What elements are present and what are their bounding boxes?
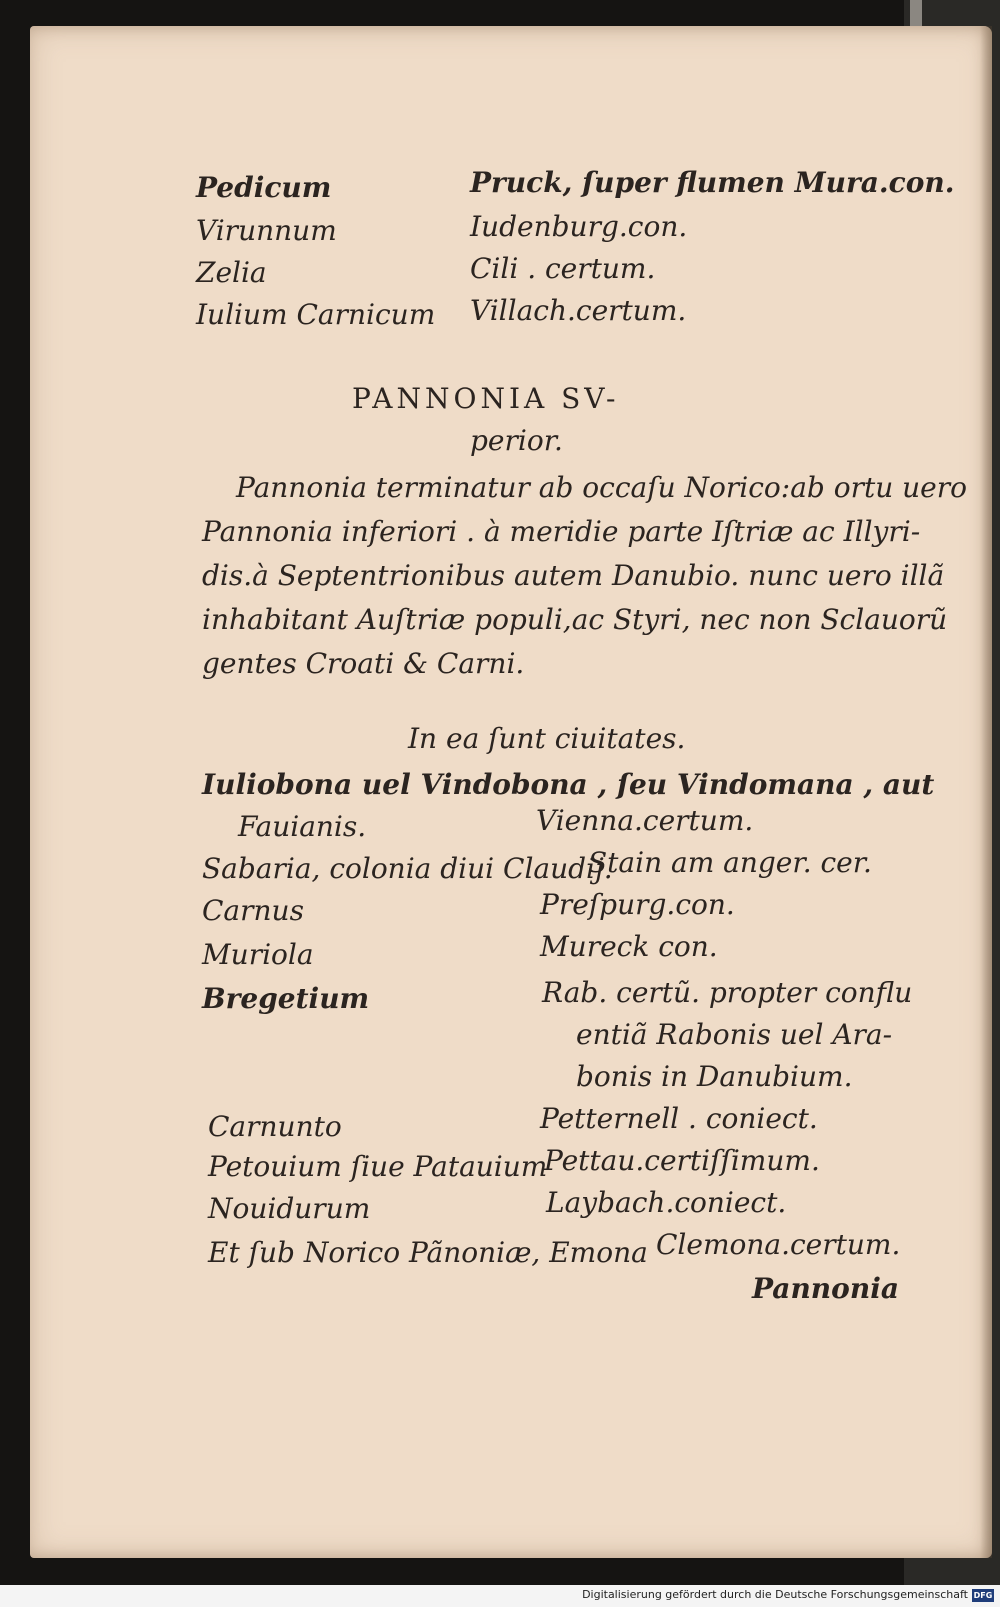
city-bregetium-modern-cont: entiã Rabonis uel Ara- (576, 1018, 893, 1051)
city-emona-modern: Clemona.certum. (656, 1228, 901, 1261)
city-juliobona-cont: Fauianis. (238, 810, 367, 843)
city-petouium: Petouium ſiue Patauium (208, 1150, 548, 1183)
page-shadow (980, 26, 992, 1558)
city-juliobona: Iuliobona uel Vindobona , ſeu Vindomana , aut (202, 768, 935, 801)
place-name-iulium: Iulium Carnicum (196, 298, 436, 331)
description-paragraph (202, 466, 967, 686)
place-modern-iulium: Villach.certum. (470, 294, 687, 327)
catchword: Pannonia (752, 1272, 899, 1305)
city-carnunto: Carnunto (208, 1110, 342, 1143)
paragraph-line: Pannonia terminatur ab occaſu Norico:ab ortu uero (236, 471, 967, 504)
dfg-logo: DFG (973, 1591, 993, 1600)
cities-subheading: In ea ſunt ciuitates. (408, 722, 686, 755)
place-name-pedicum: Pedicum (196, 171, 332, 204)
city-muriola: Muriola (202, 938, 314, 971)
city-juliobona-modern: Vienna.certum. (536, 804, 754, 837)
section-heading-cont: perior. (470, 424, 563, 457)
paragraph-line: dis.à Septentrionibus autem Danubio. nunc uero illã (202, 559, 945, 592)
city-nouidurum: Nouidurum (208, 1192, 371, 1225)
city-carnus: Carnus (202, 894, 304, 927)
city-nouidurum-modern: Laybach.coniect. (546, 1186, 787, 1219)
digitization-footer (0, 1585, 1000, 1607)
funding-note: Digitalisierung gefördert durch die Deutsche Forschungsgemeinschaft (582, 1588, 968, 1601)
city-emona: Et ſub Norico Pãnoniæ, Emona (208, 1236, 648, 1269)
city-carnunto-modern: Petternell . coniect. (540, 1102, 818, 1135)
section-heading: PANNONIA SV- (352, 382, 620, 415)
place-modern-pedicum: Pruck, ſuper flumen Mura.con. (470, 166, 955, 199)
city-bregetium-modern: Rab. certũ. propter conflu (542, 976, 913, 1009)
city-bregetium-modern-cont: bonis in Danubium. (576, 1060, 853, 1093)
city-bregetium: Bregetium (202, 982, 370, 1015)
paragraph-line: inhabitant Auſtriæ populi,ac Styri, nec non Sclauorũ (202, 603, 948, 636)
paragraph-line: gentes Croati & Carni. (202, 647, 525, 680)
city-sabaria-modern: Stain am anger. cer. (588, 846, 872, 879)
place-modern-virunnum: Iudenburg.con. (470, 210, 688, 243)
city-muriola-modern: Mureck con. (540, 930, 718, 963)
place-name-zelia: Zelia (196, 256, 267, 289)
city-carnus-modern: Preſpurg.con. (540, 888, 735, 921)
city-petouium-modern: Pettau.certiſſimum. (544, 1144, 820, 1177)
paragraph-line: Pannonia inferiori . à meridie parte Iſtriæ ac Illyri- (202, 515, 921, 548)
book-page (30, 26, 992, 1558)
place-modern-zelia: Cili . certum. (470, 252, 656, 285)
place-name-virunnum: Virunnum (196, 214, 337, 247)
city-sabaria: Sabaria, colonia diui Claudij. (202, 852, 613, 885)
